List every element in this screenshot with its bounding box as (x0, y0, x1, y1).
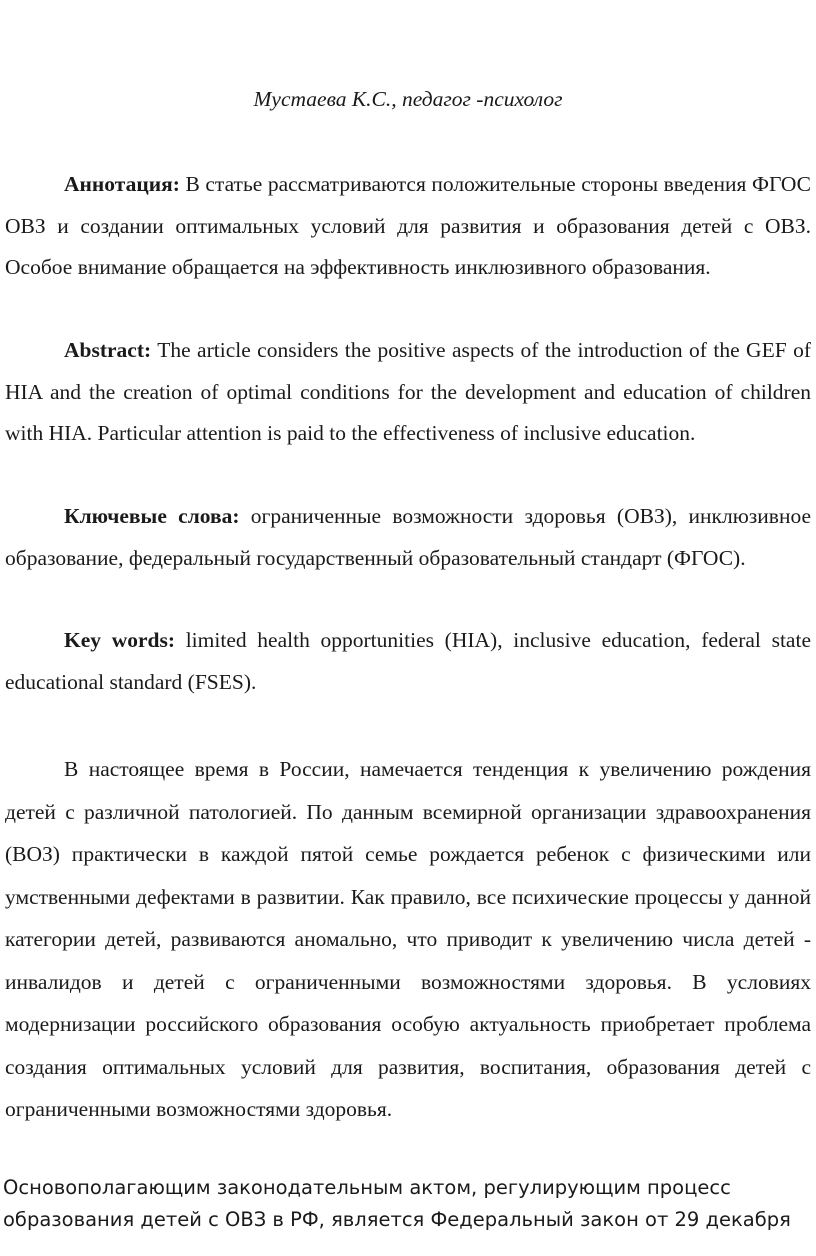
keywords-ru-text: ограниченные возможности здоровья (ОВЗ), инклюзивное образование, федеральный государственный образовательный стандарт (ФГОС). (5, 504, 812, 570)
keywords-en-text: limited health opportunities (HIA), inclusive education, federal state educational standard (FSES). (5, 628, 811, 694)
keywords-ru-label: Ключевые слова: (64, 504, 240, 528)
annotation-label: Аннотация: (64, 172, 180, 196)
foundation-line-1: Основополагающим законодательным актом, регулирующим процесс (3, 1176, 731, 1199)
annotation-paragraph (5, 164, 811, 289)
body-paragraph (5, 748, 811, 1131)
abstract-text: The article considers the positive aspects of the introduction of the GEF of HIA and the creation of optimal conditions for the development and education of children with HIA. Particular attention is paid to the effectiveness of inclusive education. (5, 338, 811, 445)
author-line: Мустаева К.С., педагог -психолог (253, 87, 563, 111)
abstract-label: Abstract: (64, 338, 152, 362)
body-paragraph-text: В настоящее время в России, намечается тенденция к увеличению рождения детей с различной патологией. По данным всемирной организации здравоохранения (ВОЗ) практически в каждой пятой семье рождается ребенок с физическими или умственными дефектами в развитии. Как правило, все психические процессы у данной категории детей, развиваются аномально, что приводит к увеличению числа детей - инвалидов и детей с ограниченными возможностями здоровья. В условиях модернизации российского образования особую актуальность приобретает проблема создания оптимальных условий для развития, воспитания, образования детей с ограниченными возможностями здоровья. (5, 757, 811, 1121)
keywords-ru-paragraph (5, 496, 811, 579)
foundation-paragraph (3, 1172, 813, 1236)
abstract-paragraph (5, 330, 811, 455)
keywords-en-paragraph (5, 620, 811, 703)
keywords-en-label: Key words: (64, 628, 176, 652)
foundation-line-2: образования детей с ОВЗ в РФ, является Федеральный закон от 29 декабря (3, 1208, 791, 1231)
annotation-text: В статье рассматриваются положительные стороны введения ФГОС ОВЗ и создании оптимальных условий для развития и образования детей с ОВЗ. Особое внимание обращается на эффективность инклюзивного образования. (5, 172, 811, 279)
